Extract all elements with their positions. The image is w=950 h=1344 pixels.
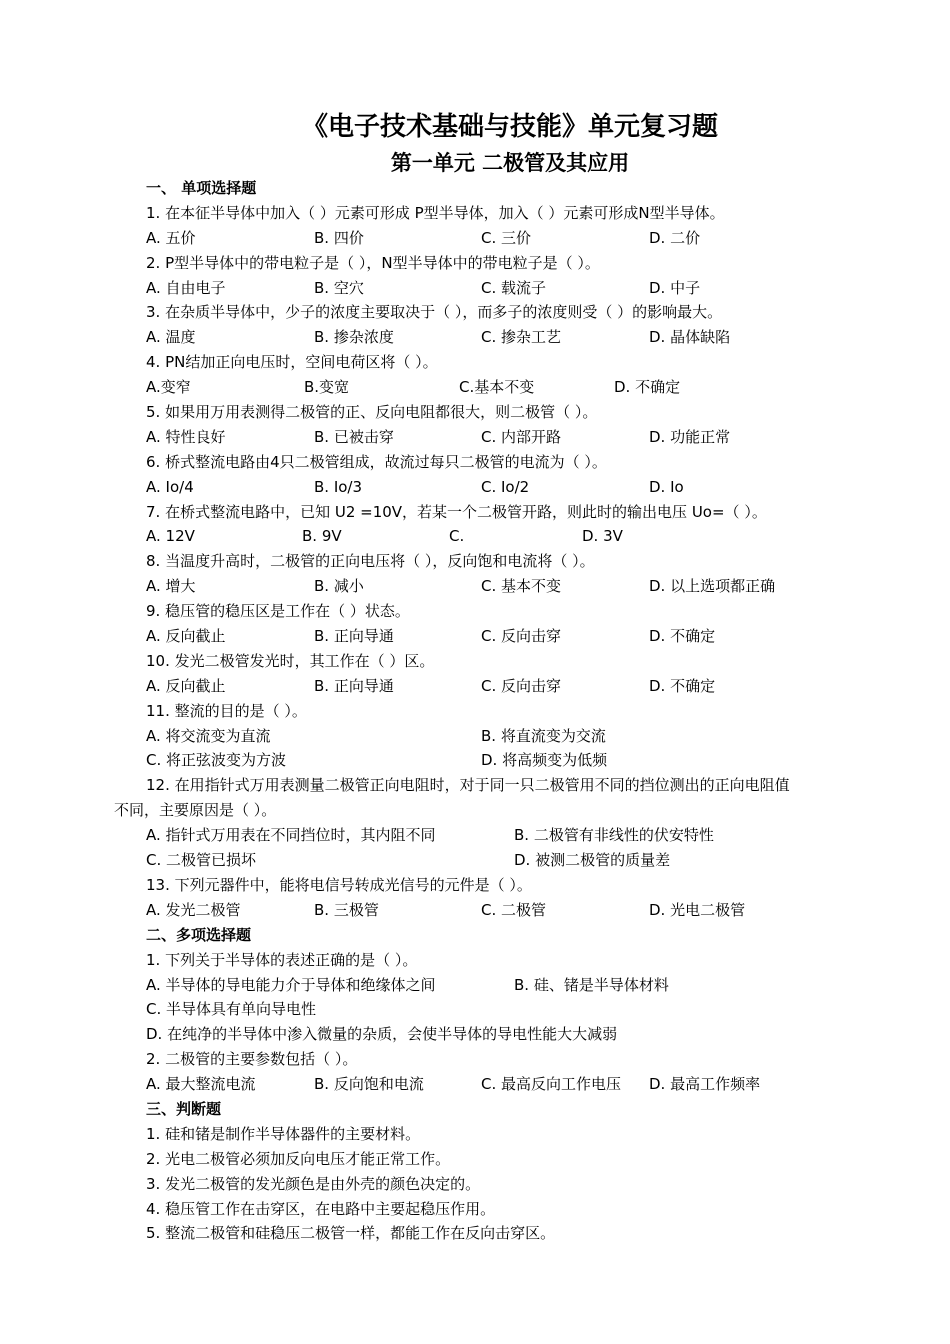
option: A. 反向截止 [146, 627, 226, 646]
option-row [114, 674, 874, 699]
option: A. 五价 [146, 228, 196, 247]
question-text: 6. 桥式整流电路由4只二极管组成，故流过每只二极管的电流为（ ）。 [146, 452, 607, 471]
option: B. 减小 [314, 577, 364, 596]
option-row [114, 574, 874, 599]
section-heading-multiple-choice: 二、多项选择题 [146, 925, 252, 944]
question-text: 7. 在桥式整流电路中，已知 U2 =10V，若某一个二极管开路，则此时的输出电压 Uo=（ ）。 [146, 502, 767, 521]
option: D. 最高工作频率 [649, 1075, 761, 1094]
statement: 3. 发光二极管的发光颜色是由外壳的颜色决定的。 [146, 1174, 481, 1193]
question-text: 13. 下列元器件中，能将电信号转成光信号的元件是（ ）。 [146, 875, 532, 894]
statement: 1. 硅和锗是制作半导体器件的主要材料。 [146, 1124, 421, 1143]
option: C. [449, 527, 465, 546]
option: D. 功能正常 [649, 427, 731, 446]
option: D. 光电二极管 [649, 900, 746, 919]
option-row [114, 973, 874, 998]
option: C. 内部开路 [481, 427, 562, 446]
statement: 2. 光电二极管必须加反向电压才能正常工作。 [146, 1149, 451, 1168]
option-row [114, 475, 874, 500]
option: C. 基本不变 [481, 577, 562, 596]
section-heading-true-false: 三、判断题 [146, 1099, 222, 1118]
option: B. 正向导通 [314, 676, 394, 695]
option-row [114, 898, 874, 923]
option: B. 反向饱和电流 [314, 1075, 424, 1094]
question-text: 5. 如果用万用表测得二极管的正、反向电阻都很大，则二极管（ ）。 [146, 403, 598, 422]
option: C. 三价 [481, 228, 532, 247]
option: B. 二极管有非线性的伏安特性 [514, 826, 714, 845]
option: A. 增大 [146, 577, 196, 596]
option-row [114, 524, 874, 549]
question-text: 9. 稳压管的稳压区是工作在（ ）状态。 [146, 602, 410, 621]
option: A. 自由电子 [146, 278, 226, 297]
option: D. 3V [582, 527, 623, 546]
option: C. 半导体具有单向导电性 [146, 1000, 317, 1019]
page-title: 《电子技术基础与技能》单元复习题 [301, 112, 718, 142]
option: D. 二价 [649, 228, 701, 247]
statement: 5. 整流二极管和硅稳压二极管一样，都能工作在反向击穿区。 [146, 1224, 556, 1243]
question-text: 4. PN结加正向电压时，空间电荷区将（ ）。 [146, 353, 438, 372]
option: B.变宽 [304, 378, 350, 397]
option-row [114, 276, 874, 301]
option-row [114, 425, 874, 450]
option: C. 载流子 [481, 278, 547, 297]
option: A. 半导体的导电能力介于导体和绝缘体之间 [146, 975, 436, 994]
option: B. 正向导通 [314, 627, 394, 646]
option: C. Io/2 [481, 477, 530, 496]
option-row [114, 325, 874, 350]
option: C. 将正弦波变为方波 [146, 751, 287, 770]
option-row [114, 724, 874, 749]
option: A. 温度 [146, 328, 196, 347]
statement: 4. 稳压管工作在击穿区，在电路中主要起稳压作用。 [146, 1199, 496, 1218]
option: D. 不确定 [649, 627, 716, 646]
option: D. 不确定 [649, 676, 716, 695]
option: B. 已被击穿 [314, 427, 394, 446]
option: B. 硅、锗是半导体材料 [514, 975, 669, 994]
option: D. 将高频变为低频 [481, 751, 608, 770]
option-row [114, 848, 874, 873]
option: D. 在纯净的半导体中渗入微量的杂质，会使半导体的导电性能大大减弱 [146, 1025, 618, 1044]
option: D. 被测二极管的质量差 [514, 851, 671, 870]
option: B. 三极管 [314, 900, 379, 919]
section-heading-single-choice: 一、 单项选择题 [146, 179, 257, 197]
option: C. 最高反向工作电压 [481, 1075, 622, 1094]
question-text: 3. 在杂质半导体中，少子的浓度主要取决于（ ），而多子的浓度则受（ ）的影响最大。 [146, 303, 723, 322]
option: A. 12V [146, 527, 195, 546]
option: A. 指针式万用表在不同挡位时，其内阻不同 [146, 826, 436, 845]
option-row [114, 1072, 874, 1097]
question-text: 2. P型半导体中的带电粒子是（ ），N型半导体中的带电粒子是（ ）。 [146, 253, 600, 272]
option: A. 最大整流电流 [146, 1075, 256, 1094]
question-text: 12. 在用指针式万用表测量二极管正向电阻时，对于同一只二极管用不同的挡位测出的正向电阻值 [146, 776, 790, 795]
option: B. 掺杂浓度 [314, 328, 394, 347]
option: C. 二极管已损坏 [146, 851, 257, 870]
exam-content [114, 176, 874, 1246]
question-text: 2. 二极管的主要参数包括（ ）。 [146, 1050, 358, 1069]
option-row [114, 375, 874, 400]
question-text: 1. 下列关于半导体的表述正确的是（ ）。 [146, 950, 418, 969]
page-subtitle: 第一单元 二极管及其应用 [390, 150, 630, 175]
option: C. 反向击穿 [481, 627, 562, 646]
option: A. 特性良好 [146, 427, 226, 446]
option: B. 9V [302, 527, 342, 546]
option: A. 反向截止 [146, 676, 226, 695]
option: D. Io [649, 477, 684, 496]
option: C. 掺杂工艺 [481, 328, 562, 347]
question-text-continued: 不同，主要原因是（ ）。 [114, 801, 277, 820]
option: B. 空穴 [314, 278, 364, 297]
option: C.基本不变 [459, 378, 535, 397]
question-text: 8. 当温度升高时，二极管的正向电压将（ ），反向饱和电流将（ ）。 [146, 552, 595, 571]
option: B. Io/3 [314, 477, 363, 496]
option: A. 将交流变为直流 [146, 726, 271, 745]
option: D. 不确定 [614, 378, 681, 397]
option: A. Io/4 [146, 477, 194, 496]
option: D. 以上选项都正确 [649, 577, 776, 596]
question-text: 1. 在本征半导体中加入（ ）元素可形成 P型半导体，加入（ ）元素可形成N型半导体。 [146, 203, 725, 222]
question-text: 10. 发光二极管发光时，其工作在（ ）区。 [146, 651, 435, 670]
option-row [114, 748, 874, 773]
option: A.变窄 [146, 378, 191, 397]
option: A. 发光二极管 [146, 900, 241, 919]
option-row [114, 823, 874, 848]
option-row [114, 226, 874, 251]
option: B. 四价 [314, 228, 364, 247]
option: C. 二极管 [481, 900, 547, 919]
option: D. 晶体缺陷 [649, 328, 731, 347]
option-row [114, 624, 874, 649]
option: D. 中子 [649, 278, 701, 297]
question-text: 11. 整流的目的是（ ）。 [146, 701, 307, 720]
option: C. 反向击穿 [481, 676, 562, 695]
option: B. 将直流变为交流 [481, 726, 606, 745]
